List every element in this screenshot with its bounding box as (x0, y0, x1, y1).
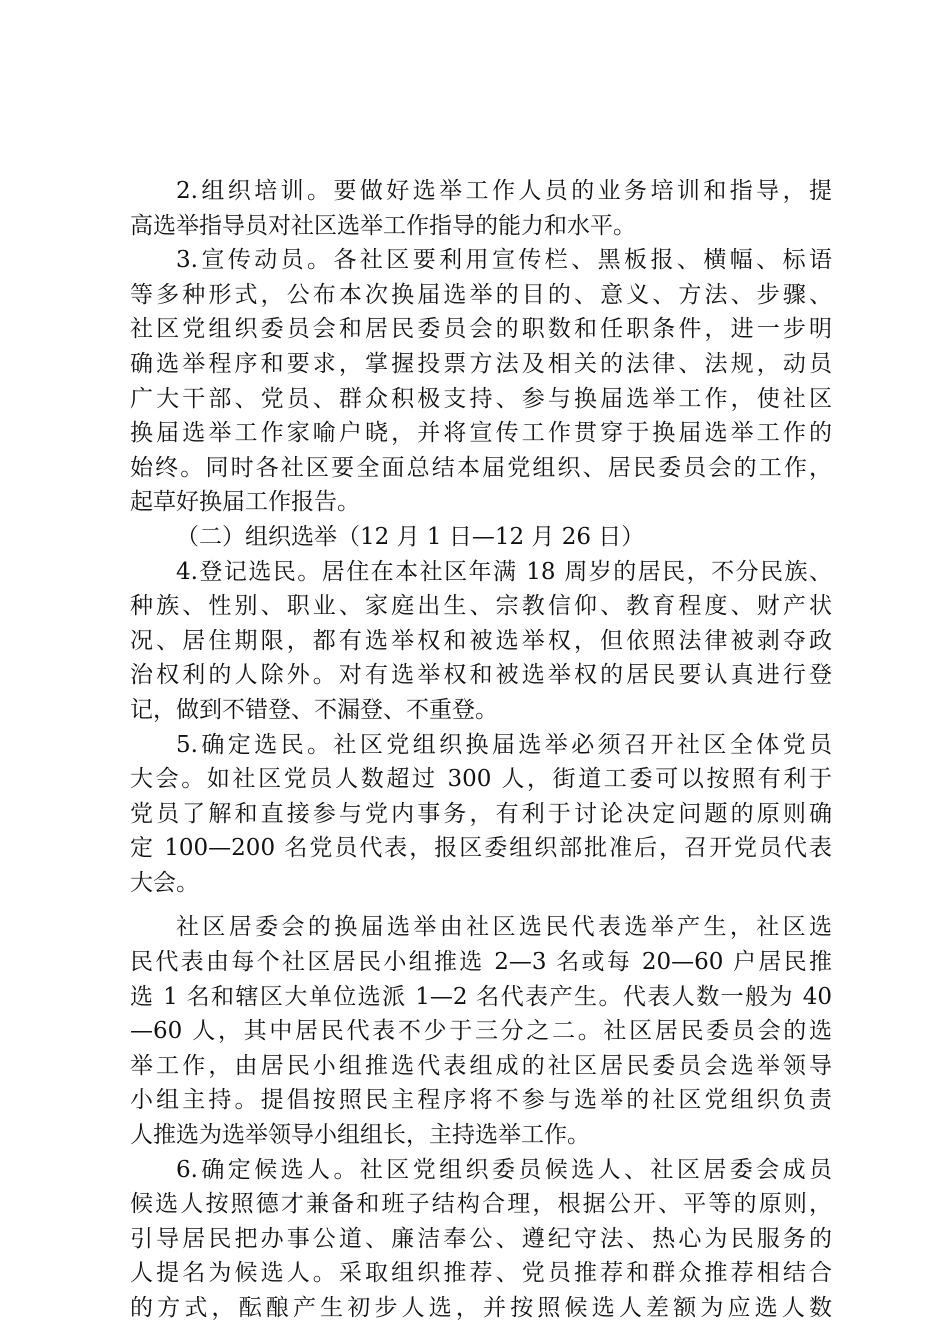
text-line: 2.组织培训。要做好选举工作人员的业务培训和指导，提 (176, 178, 832, 204)
text-line: 4.登记选民。居住在本社区年满 18 周岁的居民，不分民族、 (176, 558, 832, 585)
text-line: —60 人，其中居民代表不少于三分之二。社区居民委员会的选 (130, 1018, 832, 1045)
text-line: 候选人按照德才兼备和班子结构合理，根据公开、平等的原则， (130, 1191, 832, 1218)
paragraph-publicity (130, 243, 832, 520)
text-line: 换届选举工作家喻户晓，并将宣传工作贯穿于换届选举工作的 (130, 420, 832, 447)
text-line: 等多种形式，公布本次换届选举的目的、意义、方法、步骤、 (130, 281, 832, 308)
paragraph-confirm-candidates (130, 1153, 832, 1326)
text-line: 广大干部、党员、群众积极支持、参与换届选举工作，使社区 (130, 385, 832, 412)
paragraph-gap (130, 900, 832, 910)
text-line: 况、居住期限，都有选举权和被选举权，但依照法律被剥夺政 (130, 627, 832, 654)
text-line: 选 1 名和辖区大单位选派 1—2 名代表产生。代表人数一般为 40 (130, 983, 832, 1010)
text-line: 大会。 (130, 869, 199, 896)
text-line: 举工作，由居民小组推选代表组成的社区居民委员会选举领导 (130, 1052, 832, 1079)
text-line: 6.确定候选人。社区党组织委员候选人、社区居委会成员 (176, 1156, 832, 1183)
text-line: 小组主持。提倡按照民主程序将不参与选举的社区党组织负责 (130, 1087, 832, 1114)
text-line: 党员了解和直接参与党内事务，有利于讨论决定问题的原则确 (130, 800, 832, 827)
text-line: 大会。如社区党员人数超过 300 人，街道工委可以按照有利于 (130, 766, 832, 793)
text-line: 治权利的人除外。对有选举权和被选举权的居民要认真进行登 (130, 662, 832, 689)
text-line: 5.确定选民。社区党组织换届选举必须召开社区全体党员 (176, 731, 832, 758)
section-heading-text: （二）组织选举（12 月 1 日—12 月 26 日） (176, 523, 645, 550)
text-line: 民代表由每个社区居民小组推选 2—3 名或每 20—60 户居民推 (130, 949, 832, 976)
text-line: 起草好换届工作报告。 (130, 489, 360, 516)
paragraph-confirm-voters (130, 728, 832, 901)
text-line: 人提名为候选人。采取组织推荐、党员推荐和群众推荐相结合 (130, 1260, 832, 1287)
text-line: 人推选为选举领导小组组长，主持选举工作。 (130, 1122, 590, 1149)
document-body (130, 174, 832, 1326)
text-line: 定 100—200 名党员代表，报区委组织部批准后，召开党员代表 (130, 835, 832, 862)
text-line: 3.宣传动员。各社区要利用宣传栏、黑板报、横幅、标语 (176, 247, 832, 274)
text-line: 引导居民把办事公道、廉洁奉公、遵纪守法、热心为民服务的 (130, 1225, 832, 1252)
text-line: 记，做到不错登、不漏登、不重登。 (130, 696, 498, 723)
paragraph-training (130, 174, 832, 243)
text-line: 社区党组织委员会和居民委员会的职数和任职条件，进一步明 (130, 316, 832, 343)
text-line: 社区居委会的换届选举由社区选民代表选举产生，社区选 (176, 914, 832, 941)
paragraph-residents-committee (130, 910, 832, 1152)
paragraph-voter-registration (130, 555, 832, 728)
text-line: 始终。同时各社区要全面总结本届党组织、居民委员会的工作， (130, 454, 832, 481)
section-heading (130, 520, 832, 555)
text-line: 种族、性别、职业、家庭出生、宗教信仰、教育程度、财产状 (130, 593, 832, 620)
text-line: 的方式，酝酿产生初步人选，并按照候选人差额为应选人数 (130, 1295, 832, 1321)
text-line: 高选举指导员对社区选举工作指导的能力和水平。 (130, 212, 636, 239)
text-line: 确选举程序和要求，掌握投票方法及相关的法律、法规，动员 (130, 350, 832, 377)
